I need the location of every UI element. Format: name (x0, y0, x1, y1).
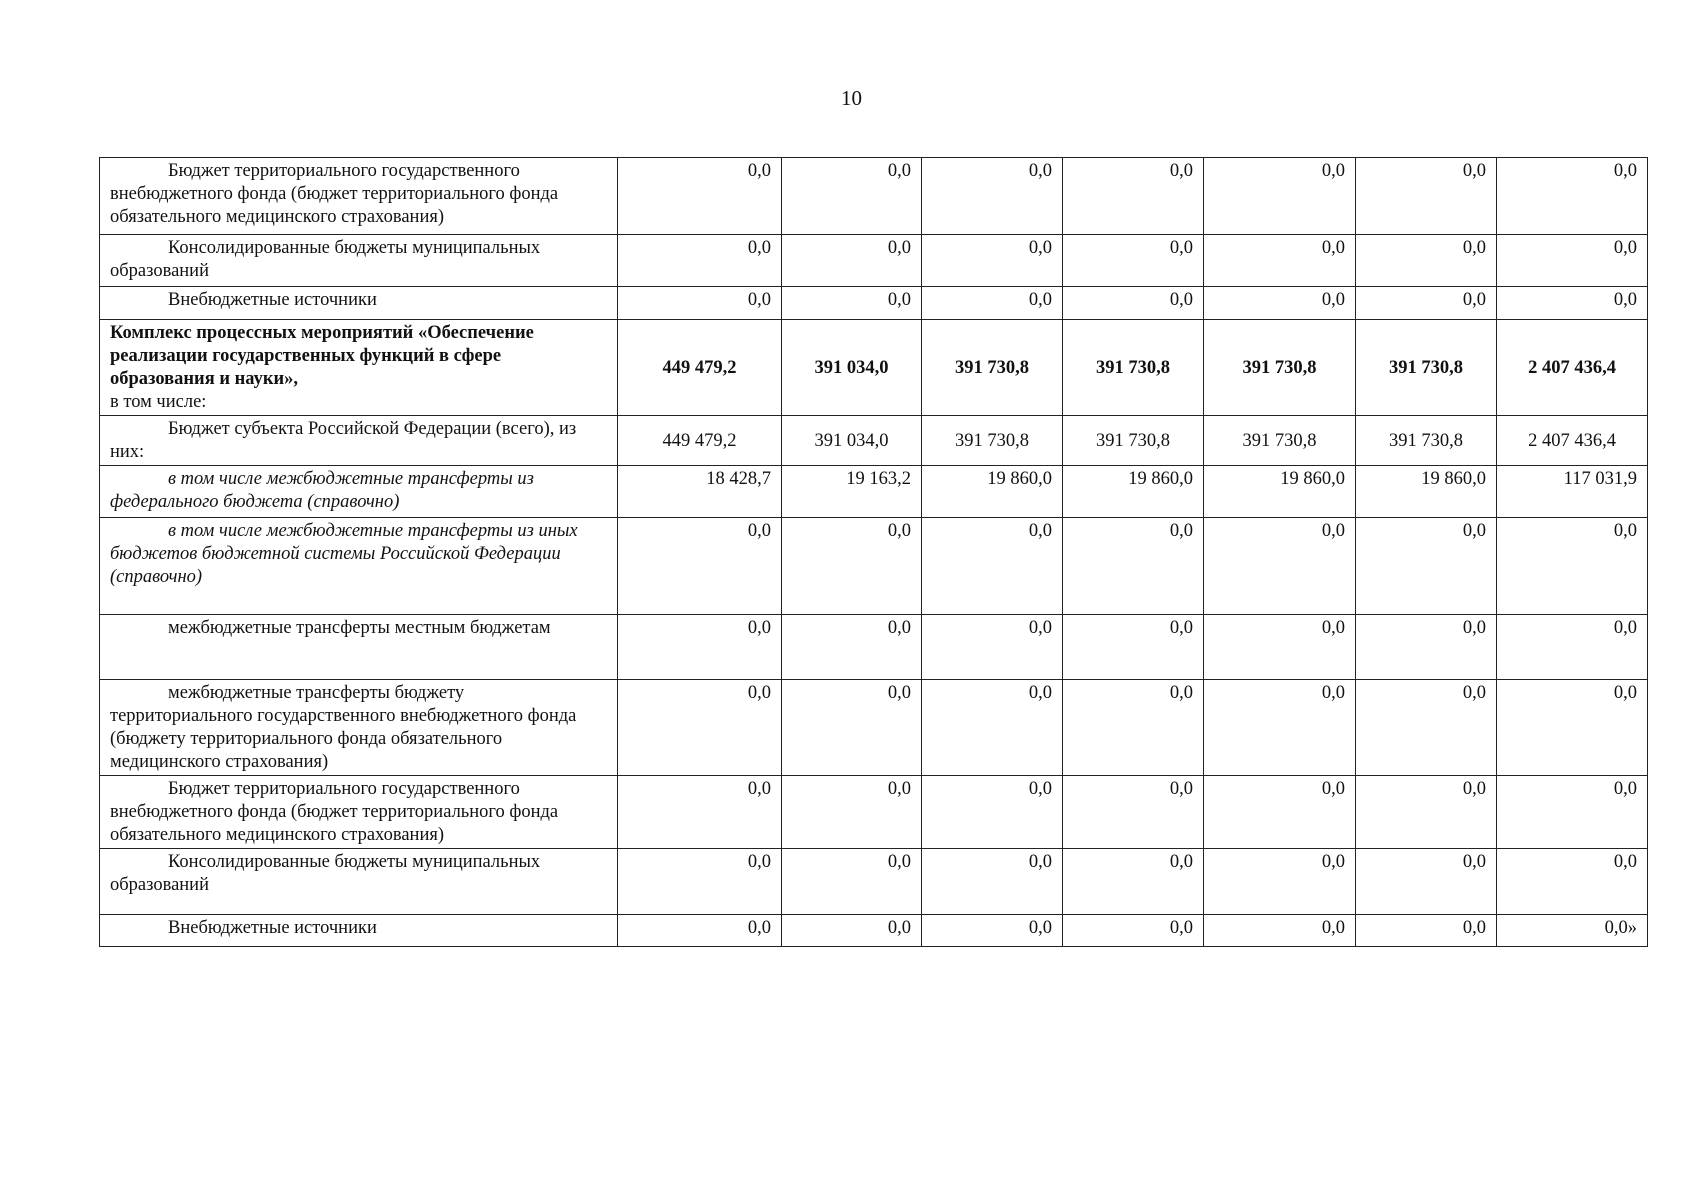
value-cell: 0,0 (782, 915, 922, 947)
value-cell: 0,0 (1063, 287, 1204, 320)
value-cell: 0,0 (1204, 158, 1356, 235)
value-cell: 0,0 (1497, 287, 1648, 320)
value-cell: 0,0 (1497, 615, 1648, 680)
value-cell: 0,0 (1356, 615, 1497, 680)
value-cell: 0,0 (1063, 235, 1204, 287)
value-cell: 0,0 (618, 158, 782, 235)
value-cell: 391 730,8 (922, 320, 1063, 416)
row-label: Внебюджетные источники (100, 915, 618, 947)
row-label: Консолидированные бюджеты муниципальных образований (100, 849, 618, 915)
value-cell: 391 730,8 (1356, 416, 1497, 466)
value-cell: 0,0 (922, 518, 1063, 615)
value-cell: 0,0 (1063, 615, 1204, 680)
value-cell: 18 428,7 (618, 466, 782, 518)
value-cell: 0,0 (1356, 915, 1497, 947)
value-cell: 0,0 (1356, 849, 1497, 915)
value-cell: 0,0 (618, 615, 782, 680)
value-cell: 19 163,2 (782, 466, 922, 518)
table-row (100, 615, 1648, 680)
value-cell: 19 860,0 (1063, 466, 1204, 518)
value-cell: 0,0 (1356, 680, 1497, 776)
value-cell: 0,0 (782, 518, 922, 615)
row-label: Бюджет субъекта Российской Федерации (всего), из них: (100, 416, 618, 466)
value-cell: 0,0 (782, 680, 922, 776)
value-cell: 0,0 (1497, 776, 1648, 849)
value-cell: 19 860,0 (1204, 466, 1356, 518)
value-cell: 391 034,0 (782, 320, 922, 416)
row-label: Консолидированные бюджеты муниципальных образований (100, 235, 618, 287)
table-row (100, 680, 1648, 776)
value-cell: 391 730,8 (1204, 320, 1356, 416)
value-cell: 0,0 (618, 849, 782, 915)
value-cell: 0,0 (618, 915, 782, 947)
value-cell: 0,0 (618, 235, 782, 287)
table-row (100, 158, 1648, 235)
value-cell: 0,0 (1204, 776, 1356, 849)
table-row (100, 776, 1648, 849)
table-row (100, 287, 1648, 320)
value-cell: 0,0 (1063, 776, 1204, 849)
value-cell: 0,0 (782, 235, 922, 287)
table-row (100, 466, 1648, 518)
value-cell: 0,0 (1497, 518, 1648, 615)
value-cell: 0,0 (1063, 849, 1204, 915)
value-cell: 0,0 (1063, 518, 1204, 615)
value-cell: 0,0 (922, 235, 1063, 287)
row-label: межбюджетные трансферты местным бюджетам (100, 615, 618, 680)
value-cell: 0,0 (618, 287, 782, 320)
value-cell: 0,0 (1497, 849, 1648, 915)
value-cell: 0,0 (1356, 287, 1497, 320)
value-cell: 0,0 (1063, 680, 1204, 776)
value-cell: 0,0 (782, 849, 922, 915)
value-cell: 0,0 (1356, 235, 1497, 287)
row-label: в том числе межбюджетные трансферты из федерального бюджета (справочно) (100, 466, 618, 518)
value-cell: 19 860,0 (1356, 466, 1497, 518)
value-cell: 0,0 (1204, 680, 1356, 776)
value-cell: 0,0 (1204, 915, 1356, 947)
table-row (100, 915, 1648, 947)
value-cell: 117 031,9 (1497, 466, 1648, 518)
value-cell: 0,0 (922, 849, 1063, 915)
value-cell: 0,0 (618, 518, 782, 615)
value-cell: 0,0 (1063, 915, 1204, 947)
table-row (100, 518, 1648, 615)
value-cell: 0,0 (782, 158, 922, 235)
value-cell: 2 407 436,4 (1497, 416, 1648, 466)
value-cell: 449 479,2 (618, 416, 782, 466)
row-label: в том числе межбюджетные трансферты из иных бюджетов бюджетной системы Российской Федерации (справочно) (100, 518, 618, 615)
value-cell: 0,0 (618, 776, 782, 849)
value-cell: 2 407 436,4 (1497, 320, 1648, 416)
budget-table (99, 157, 1648, 947)
value-cell: 0,0» (1497, 915, 1648, 947)
value-cell: 0,0 (1497, 680, 1648, 776)
value-cell: 0,0 (1063, 158, 1204, 235)
page-number: 10 (841, 86, 862, 110)
value-cell: 391 730,8 (1204, 416, 1356, 466)
value-cell: 0,0 (1204, 235, 1356, 287)
value-cell: 391 730,8 (922, 416, 1063, 466)
row-label: Бюджет территориального государственного внебюджетного фонда (бюджет территориального фонда обязательного медицинского страхования) (100, 158, 618, 235)
table-row (100, 235, 1648, 287)
value-cell: 0,0 (1497, 235, 1648, 287)
value-cell: 391 730,8 (1063, 416, 1204, 466)
table-row (100, 849, 1648, 915)
value-cell: 0,0 (922, 287, 1063, 320)
value-cell: 0,0 (782, 615, 922, 680)
value-cell: 449 479,2 (618, 320, 782, 416)
value-cell: 0,0 (1356, 158, 1497, 235)
value-cell: 0,0 (922, 915, 1063, 947)
value-cell: 19 860,0 (922, 466, 1063, 518)
value-cell: 391 730,8 (1356, 320, 1497, 416)
section-label: Комплекс процессных мероприятий «Обеспечение реализации государственных функций в сфере образования и науки», в том числе: (100, 320, 618, 416)
value-cell: 0,0 (1204, 518, 1356, 615)
value-cell: 0,0 (922, 158, 1063, 235)
value-cell: 0,0 (1356, 518, 1497, 615)
value-cell: 0,0 (782, 776, 922, 849)
row-label: межбюджетные трансферты бюджету территориального государственного внебюджетного фонда (бюджету территориального фонда обязательного медицинского страхования) (100, 680, 618, 776)
value-cell: 391 730,8 (1063, 320, 1204, 416)
value-cell: 0,0 (1356, 776, 1497, 849)
value-cell: 0,0 (618, 680, 782, 776)
value-cell: 0,0 (922, 776, 1063, 849)
value-cell: 0,0 (1497, 158, 1648, 235)
value-cell: 0,0 (1204, 615, 1356, 680)
value-cell: 0,0 (782, 287, 922, 320)
value-cell: 0,0 (1204, 849, 1356, 915)
table-row (100, 416, 1648, 466)
value-cell: 0,0 (922, 615, 1063, 680)
table-row (100, 320, 1648, 416)
row-label: Внебюджетные источники (100, 287, 618, 320)
value-cell: 391 034,0 (782, 416, 922, 466)
value-cell: 0,0 (1204, 287, 1356, 320)
row-label: Бюджет территориального государственного внебюджетного фонда (бюджет территориального фонда обязательного медицинского страхования) (100, 776, 618, 849)
section-sublabel: в том числе: (110, 392, 207, 412)
value-cell: 0,0 (922, 680, 1063, 776)
